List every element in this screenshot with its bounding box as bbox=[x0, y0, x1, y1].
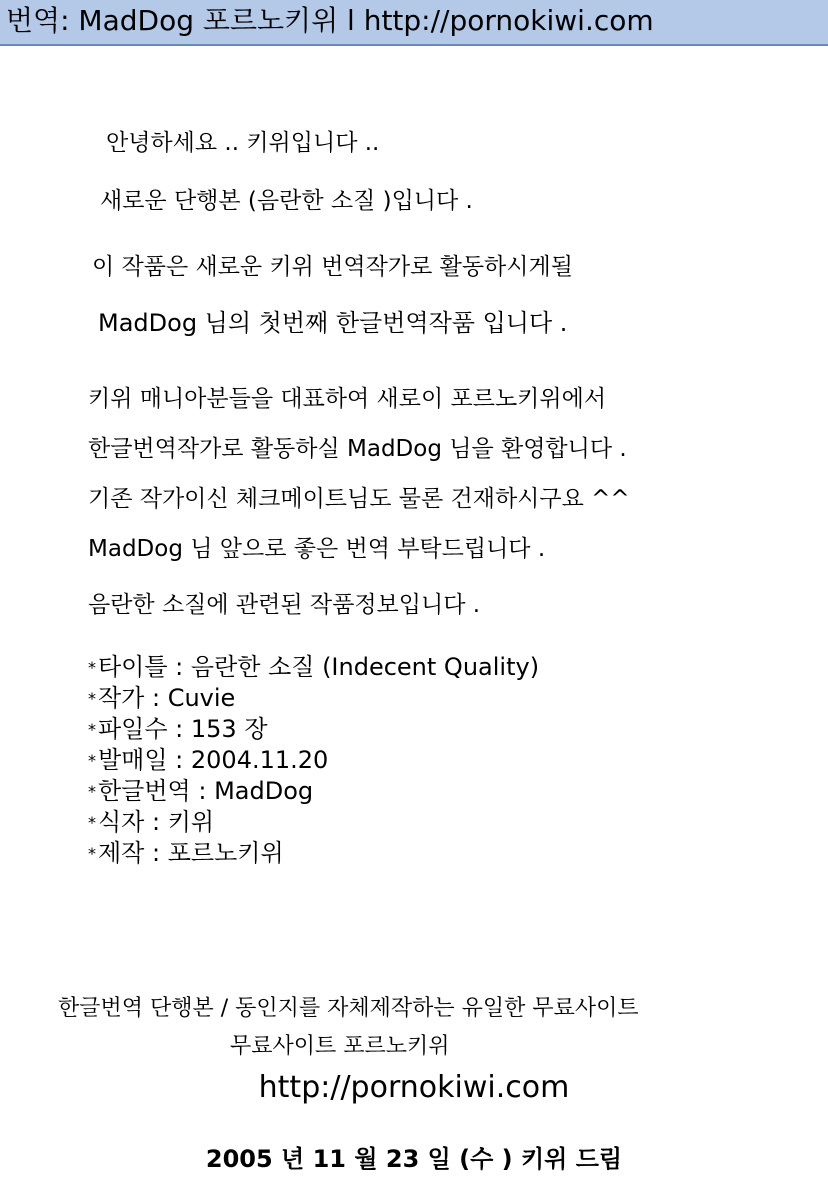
body-line-3: 이 작품은 새로운 키위 번역작가로 활동하시게될 bbox=[92, 254, 573, 280]
bullet-mark: * bbox=[88, 844, 96, 863]
info-item-translator-text: 한글번역 : MadDog bbox=[98, 777, 314, 805]
info-item-author-text: 작가 : Cuvie bbox=[98, 684, 236, 712]
bullet-mark: * bbox=[88, 751, 96, 770]
bullet-mark: * bbox=[88, 658, 96, 677]
greeting-line: 안녕하세요 .. 키위입니다 .. bbox=[106, 130, 380, 156]
info-item-typesetter bbox=[88, 807, 214, 838]
body-line-9: 음란한 소질에 관련된 작품정보입니다 . bbox=[88, 592, 481, 618]
info-item-release-text: 발매일 : 2004.11.20 bbox=[98, 746, 329, 774]
info-item-release bbox=[88, 745, 328, 776]
info-item-author bbox=[88, 683, 235, 714]
header-title: 번역: MadDog 포르노키위 l http://pornokiwi.com bbox=[6, 4, 654, 37]
footer-date-signature: 2005 년 11 월 23 일 (수 ) 키위 드림 bbox=[205, 1145, 623, 1173]
info-item-production bbox=[88, 838, 284, 869]
footer-url-link[interactable]: http://pornokiwi.com bbox=[258, 1070, 570, 1105]
bullet-mark: * bbox=[88, 689, 96, 708]
body-line-8: MadDog 님 앞으로 좋은 번역 부탁드립니다 . bbox=[88, 536, 546, 562]
bullet-mark: * bbox=[88, 720, 96, 739]
header-banner bbox=[0, 0, 828, 46]
body-line-5: 키위 매니아분들을 대표하여 새로이 포르노키위에서 bbox=[88, 386, 607, 412]
body-line-6: 한글번역작가로 활동하실 MadDog 님을 환영합니다 . bbox=[88, 436, 627, 462]
bullet-mark: * bbox=[88, 813, 96, 832]
body-line-4: MadDog 님의 첫번째 한글번역작품 입니다 . bbox=[98, 309, 568, 337]
body-line-7: 기존 작가이신 체크메이트님도 물론 건재하시구요 ^^ bbox=[88, 486, 630, 512]
info-item-production-text: 제작 : 포르노키위 bbox=[98, 839, 284, 867]
info-item-title-text: 타이틀 : 음란한 소질 (Indecent Quality) bbox=[98, 653, 540, 681]
info-item-typesetter-text: 식자 : 키위 bbox=[98, 808, 215, 836]
info-item-filecount-text: 파일수 : 153 장 bbox=[98, 715, 268, 743]
info-item-title bbox=[88, 652, 539, 683]
bullet-mark: * bbox=[88, 782, 96, 801]
intro-line: 새로운 단행본 (음란한 소질 )입니다 . bbox=[100, 188, 473, 214]
footer-tagline: 한글번역 단행본 / 동인지를 자체제작하는 유일한 무료사이트 bbox=[58, 996, 639, 1021]
footer-site-name: 무료사이트 포르노키위 bbox=[230, 1034, 450, 1059]
info-item-translator bbox=[88, 776, 313, 807]
info-item-filecount bbox=[88, 714, 268, 745]
